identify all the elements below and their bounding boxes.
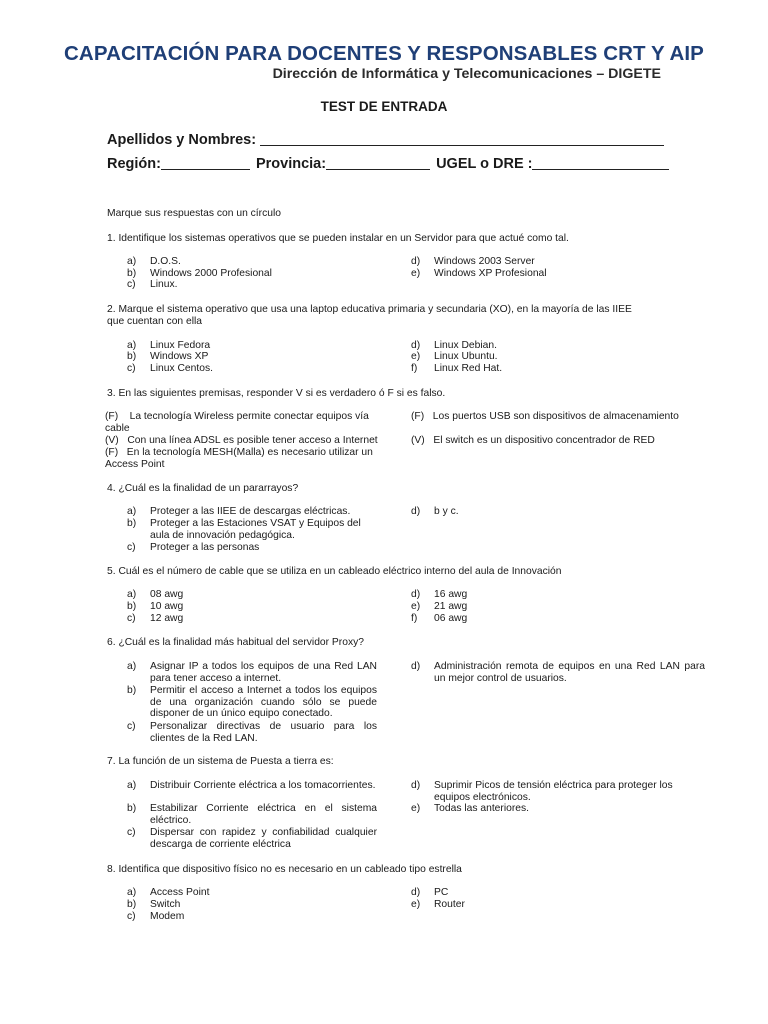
question-2-text: 2. Marque el sistema operativo que usa una laptop educativa primaria y secundaria (XO), en la mayoría de las IIEE que cuentan con ella xyxy=(107,304,632,327)
test-title: TEST DE ENTRADA xyxy=(320,99,448,114)
question-1-text: 1. Identifique los sistemas operativos que se pueden instalar en un Servidor para que actué como tal. xyxy=(107,233,569,244)
ugel-label: UGEL o DRE : xyxy=(436,156,533,172)
document-title: CAPACITACIÓN PARA DOCENTES Y RESPONSABLES CRT Y AIP xyxy=(64,42,704,65)
instruction-text: Marque sus respuestas con un círculo xyxy=(107,208,281,219)
document-subtitle: Dirección de Informática y Telecomunicaciones – DIGETE xyxy=(272,66,661,82)
question-6-text: 6. ¿Cuál es la finalidad más habitual del servidor Proxy? xyxy=(107,637,364,648)
option-4b[interactable]: b) Proteger a las Estaciones VSAT y Equipos del aula de innovación pedagógica. xyxy=(127,518,361,541)
region-label: Región: xyxy=(107,156,161,172)
nombres-blank[interactable] xyxy=(260,131,664,146)
statement-3-3[interactable]: (F) En la tecnología MESH(Malla) es necesario utilizar un Access Point xyxy=(105,447,373,470)
statement-3-4[interactable]: (F) Los puertos USB son dispositivos de almacenamiento xyxy=(411,411,679,422)
option-7d[interactable]: d) Suprimir Picos de tensión eléctrica para proteger los equipos electrónicos. xyxy=(411,780,673,803)
option-7b[interactable]: b) Estabilizar Corriente eléctrica en el sistema eléctrico. xyxy=(127,803,377,826)
option-6a[interactable]: a) Asignar IP a todos los equipos de una Red LAN para tener acceso a internet. xyxy=(127,661,377,684)
option-6b[interactable]: b) Permitir el acceso a Internet a todos los equipos de una organización cuando sólo se puede disponer de un único equipo conectado. xyxy=(127,685,377,719)
option-7c[interactable]: c) Dispersar con rapidez y confiabilidad cualquier descarga de corriente eléctrica xyxy=(127,827,377,850)
region-blank[interactable] xyxy=(161,155,250,170)
nombres-field-row xyxy=(107,131,664,148)
nombres-label: Apellidos y Nombres: xyxy=(107,132,257,148)
option-6c[interactable]: c) Personalizar directivas de usuario para los clientes de la Red LAN. xyxy=(127,721,377,744)
statement-3-5[interactable]: (V) El switch es un dispositivo concentrador de RED xyxy=(411,435,655,446)
option-6d[interactable]: d) Administración remota de equipos en una Red LAN para un mejor control de usuarios. xyxy=(411,661,705,684)
question-8-text: 8. Identifica que dispositivo físico no es necesario en un cableado tipo estrella xyxy=(107,864,462,875)
question-7-text: 7. La función de un sistema de Puesta a tierra es: xyxy=(107,756,334,767)
statement-3-2[interactable]: (V) Con una línea ADSL es posible tener acceso a Internet xyxy=(105,435,378,446)
question-4-text: 4. ¿Cuál es la finalidad de un pararrayos? xyxy=(107,483,299,494)
question-5-text: 5. Cuál es el número de cable que se utiliza en un cableado eléctrico interno del aula de Innovación xyxy=(107,566,562,577)
provincia-label: Provincia: xyxy=(255,156,327,172)
location-field-row xyxy=(107,155,669,172)
statement-3-1[interactable]: (F) La tecnología Wireless permite conectar equipos vía cable xyxy=(105,411,369,434)
question-3-text: 3. En las siguientes premisas, responder V si es verdadero ó F si es falso. xyxy=(107,388,446,399)
provincia-blank[interactable] xyxy=(326,155,430,170)
ugel-blank[interactable] xyxy=(532,155,669,170)
